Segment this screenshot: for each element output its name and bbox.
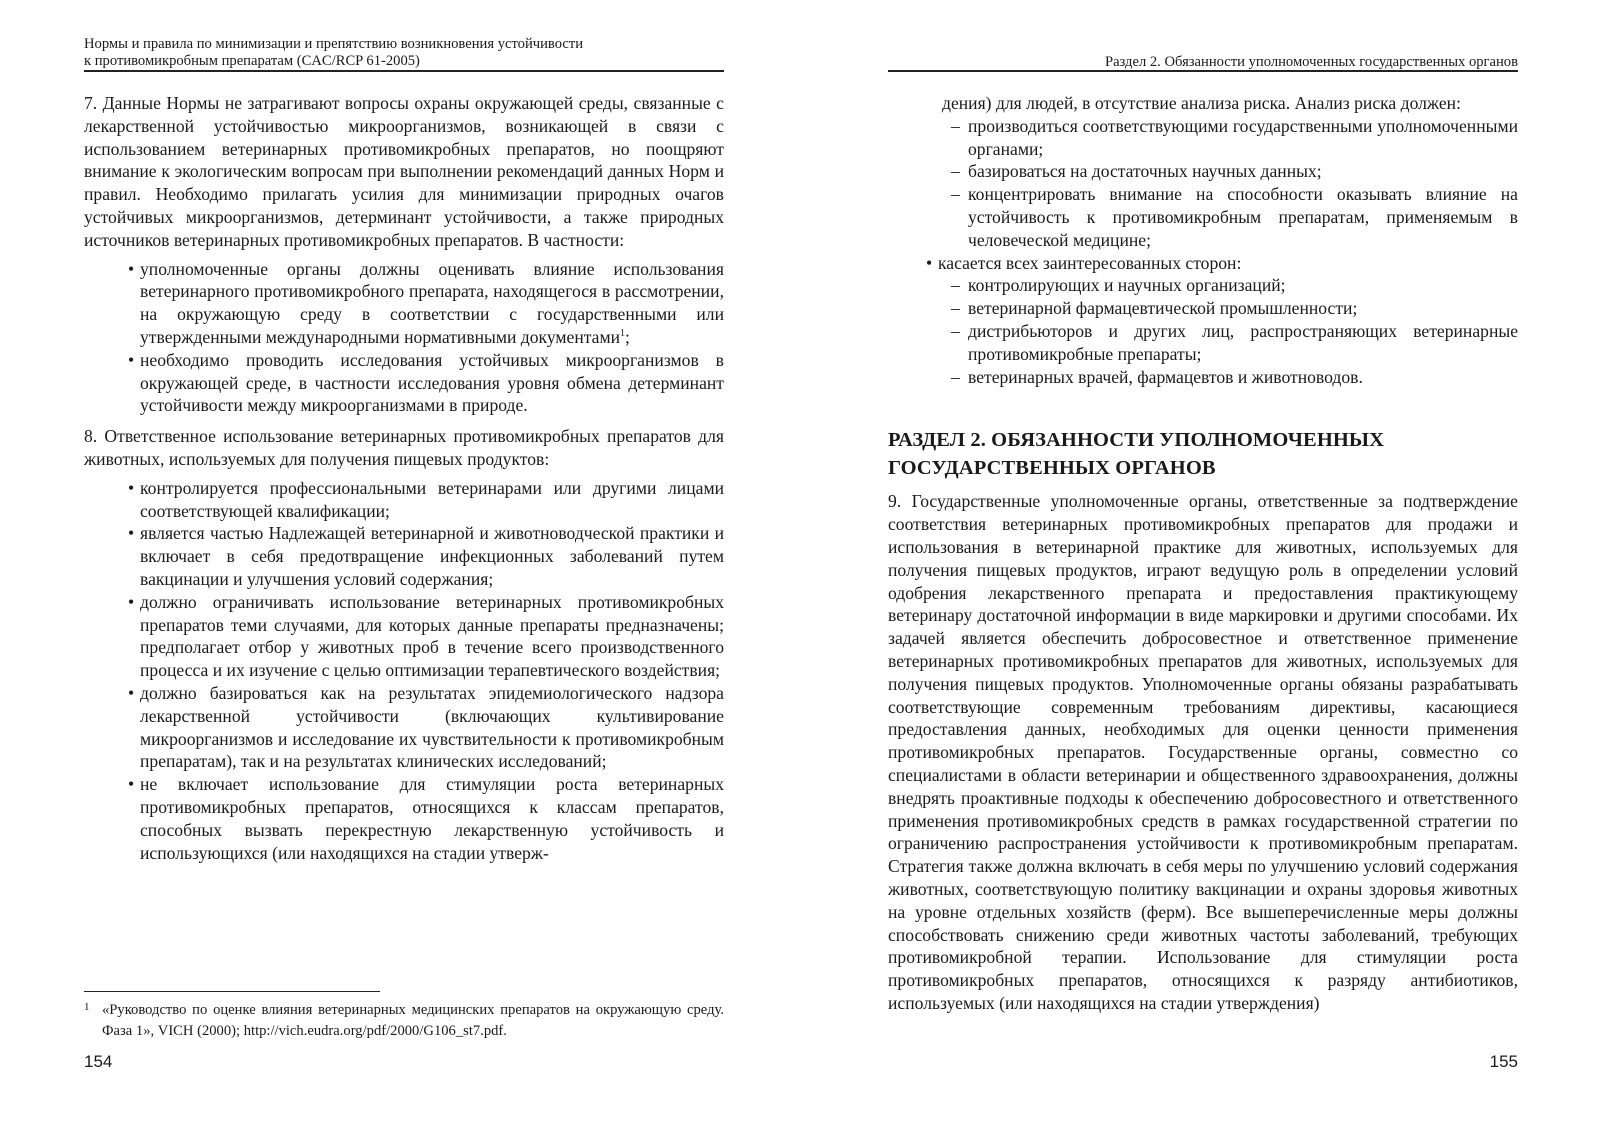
list-item: – ветеринарной фармацевтической промышленности; [888, 297, 1518, 320]
page-number-right: 155 [1489, 1052, 1518, 1071]
paragraph-8-list [84, 477, 724, 865]
running-head-line1: Нормы и правила по минимизации и препятствию возникновения устойчивости [84, 36, 584, 52]
list-item: • касается всех заинтересованных сторон: [888, 252, 1518, 275]
footnote [84, 1000, 724, 1042]
list-item: – контролирующих и научных организаций; [888, 274, 1518, 297]
paragraph-7-list [84, 258, 724, 418]
paragraph-7: 7. Данные Нормы не затрагивают вопросы охраны окружающей среды, связанные с лекарственной устойчивостью микроорганизмов, возникающей в связи с использованием ветеринарных противомикробных препаратов, но поощряют внимание к экологическим вопросам при выполнении рекомендаций данных Норм и правил. Необходимо прилагать усилия для минимизации природных очагов устойчивых микроорганизмов, детерминант устойчивости, а также природных источников ветеринарных противомикробных препаратов. В частности: [84, 93, 724, 250]
left-running-head [84, 34, 724, 72]
continuation-text: дения) для людей, в отсутствие анализа риска. Анализ риска должен: [942, 93, 1461, 113]
list-item: – производиться соответствующими государственными уполномоченными органами; [888, 115, 1518, 161]
footnote-divider [84, 991, 380, 992]
list-item: – базироваться на достаточных научных данных; [888, 160, 1518, 183]
list-item: • является частью Надлежащей ветеринарной и животноводческой практики и включает в себя предотвращение инфекционных заболеваний путем вакцинации и улучшения условий содержания; [84, 522, 724, 590]
footnote-ref: 1 [620, 328, 626, 340]
paragraph-9: 9. Государственные уполномоченные органы, ответственные за подтверждение соответствия ветеринарных противомикробных препаратов для продажи и использования в ветеринарной практике для животных, используемых для получения пищевых продуктов, играют ведущую роль в определении условий одобрения лекарственного препарата и предоставления практикующему ветеринару достаточной информации в виде маркировки и другими способами. Их задачей является обеспечить добросовестное и ответственное применение ветеринарных противомикробных препаратов для животных, используемых для получения пищевых продуктов. Уполномоченные органы обязаны разрабатывать соответствующие современным требованиям директивы, касающиеся предоставления данных, необходимых для оценки ценности применения противомикробных препаратов. Государственные органы, совместно со специалистами в области ветеринарии и общественного здравоохранения, должны внедрять проактивные подходы к обеспечению добросовестного и ответственного применения противомикробных средств в рамках государственной стратегии по ограничению распространения устойчивости к противомикробным препаратам. Стратегия также должна включать в себя меры по улучшению условий содержания животных, соответствующую политику вакцинации и охраны здоровья животных на уровне отдельных хозяйств (ферм). Все вышеперечисленные меры должны способствовать снижению среди животных частоты заболеваний, требующих противомикробной терапии. Использование для стимуляции роста противомикробных препаратов, относящихся к разряду антибиотиков, используемых (или находящихся на стадии утверждения) [888, 491, 1518, 1013]
list-item: • контролируется профессиональными ветеринарами или другими лицами соответствующей квалификации; [84, 477, 724, 523]
section-heading: РАЗДЕЛ 2. ОБЯЗАННОСТИ УПОЛНОМОЧЕННЫХ ГОСУДАРСТВЕННЫХ ОРГАНОВ [888, 429, 1385, 480]
list-item: – ветеринарных врачей, фармацевтов и животноводов. [888, 366, 1518, 389]
page-number-left: 154 [84, 1052, 113, 1071]
left-body [84, 92, 724, 872]
list-item: • должно ограничивать использование ветеринарных противомикробных препаратов теми случаями, для которых данные препараты предназначены; предполагает отбор у животных проб в течение всего производственного процесса и их изучение с целью оптимизации терапевтического воздействия; [84, 591, 724, 682]
list-item: • уполномоченные органы должны оценивать влияние использования ветеринарного противомикробного препарата, находящегося в рассмотрении, на окружающую среду в соответствии с государственными или утвержденными международными нормативными документами$^1$; [84, 258, 724, 349]
running-head-line2: к противомикробным препаратам (CAC/RCP 61-2005) [84, 53, 420, 69]
right-body [888, 92, 1518, 1021]
list-item: • должно базироваться как на результатах эпидемиологического надзора лекарственной устойчивости (включающих культивирование микроорганизмов и исследование их чувствительности к противомикробным препаратам), так и на результатах клинических исследований; [84, 682, 724, 773]
list-item: • необходимо проводить исследования устойчивых микроорганизмов в окружающей среде, в частности исследования уровня обмена детерминант устойчивости между микроорганизмами в природе. [84, 349, 724, 417]
paragraph-8: 8. Ответственное использование ветеринарных противомикробных препаратов для животных, используемых для получения пищевых продуктов: [84, 426, 724, 469]
stakeholders-list [888, 274, 1518, 388]
footnote-text: «Руководство по оценке влияния ветеринарных медицинских препаратов на окружающую среду. Фаза 1», VICH (2000); http://vich.eudra.org/pdf/2000/G106_st7.pdf. [102, 1002, 724, 1039]
list-item: – дистрибьюторов и других лиц, распространяющих ветеринарные противомикробные препараты; [888, 320, 1518, 366]
stakeholders-bullet [888, 252, 1518, 275]
list-item: • не включает использование для стимуляции роста ветеринарных противомикробных препаратов, относящихся к классам препаратов, способных вызвать перекрестную лекарственную устойчивость и использующихся (или находящихся на стадии утверж- [84, 773, 724, 864]
list-item: – концентрировать внимание на способности оказывать влияние на устойчивость к противомикробным препаратам, применяемым в человеческой медицине; [888, 183, 1518, 251]
risk-analysis-list [888, 115, 1518, 252]
footnote-mark: 1 [84, 1001, 90, 1013]
right-running-head: Раздел 2. Обязанности уполномоченных государственных органов [888, 34, 1518, 72]
